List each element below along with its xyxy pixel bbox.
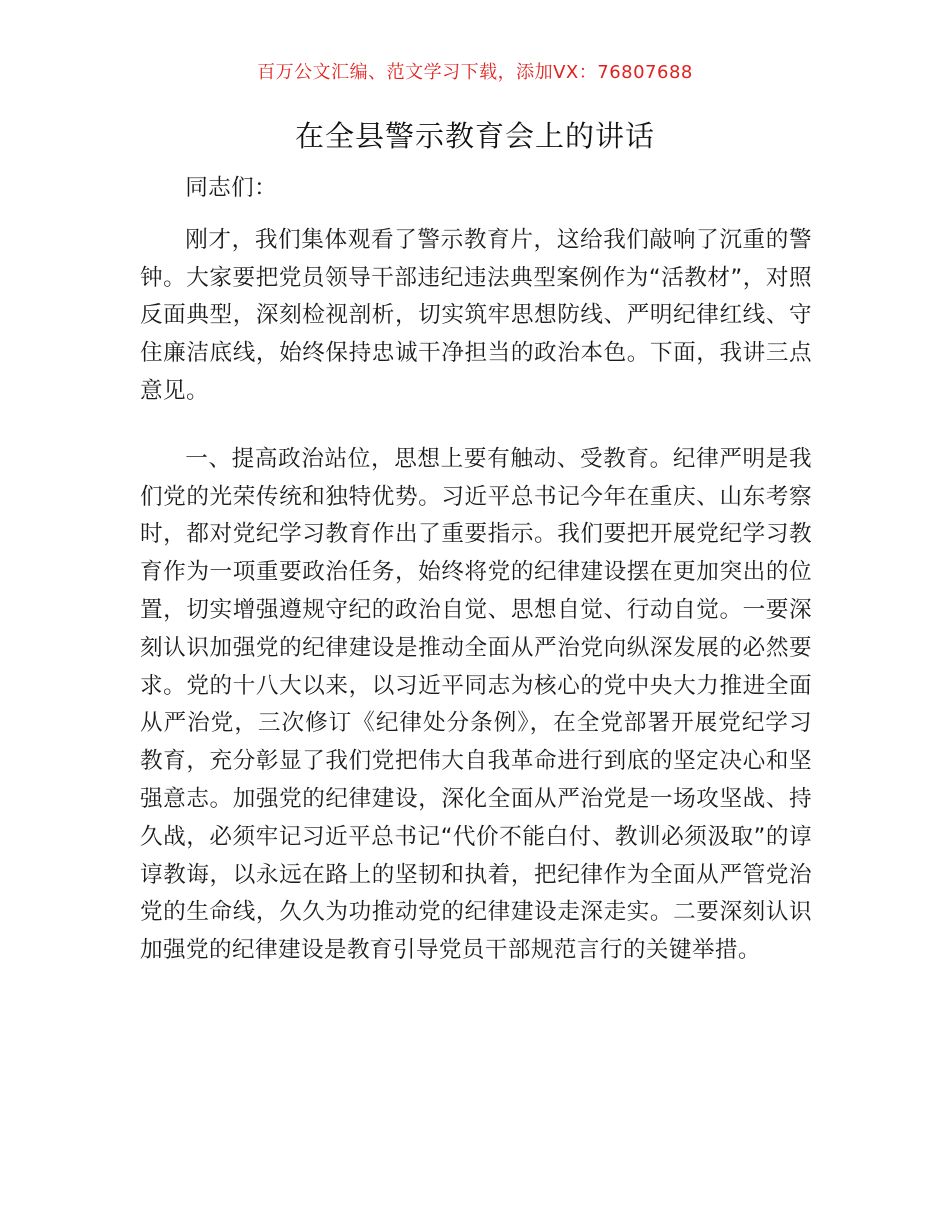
salutation: 同志们： — [185, 175, 278, 201]
document-title: 在全县警示教育会上的讲话 — [294, 119, 655, 153]
paragraph-section-one: 一、提高政治站位，思想上要有触动、受教育。纪律严明是我们党的光荣传统和独特优势。习近平总书记今年在重庆、山东考察时，都对党纪学习教育作出了重要指示。我们要把开展党纪学习教育作为一项重要政治任务，始终将党的纪律建设摆在更加突出的位置，切实增强遵规守纪的政治自觉、思想自觉、行动自觉。一要深刻认识加强党的纪律建设是推动全面从严治党向纵深发展的必然要求。党的十八大以来，以习近平同志为核心的党中央大力推进全面从严治党，三次修订《纪律处分条例》，在全党部署开展党纪学习教育，充分彰显了我们党把伟大自我革命进行到底的坚定决心和坚强意志。加强党的纪律建设，深化全面从严治党是一场攻坚战、持久战，必须牢记习近平总书记“代价不能白付、教训必须汲取”的谆谆教诲，以永远在路上的坚韧和执着，把纪律作为全面从严管党治党的生命线，久久为功推动党的纪律建设走深走实。二要深刻认识加强党的纪律建设是教育引导党员干部规范言行的关键举措。 — [140, 445, 812, 964]
header-note: 百万公文汇编、范文学习下载，添加VX：76807688 — [257, 62, 693, 83]
paragraph-intro: 刚才，我们集体观看了警示教育片，这给我们敲响了沉重的警钟。大家要把党员领导干部违纪违法典型案例作为“活教材”，对照反面典型，深刻检视剖析，切实筑牢思想防线、严明纪律红线、守住廉洁底线，始终保持忠诚干净担当的政治本色。下面，我讲三点意见。 — [140, 226, 812, 404]
document-body — [140, 170, 812, 970]
